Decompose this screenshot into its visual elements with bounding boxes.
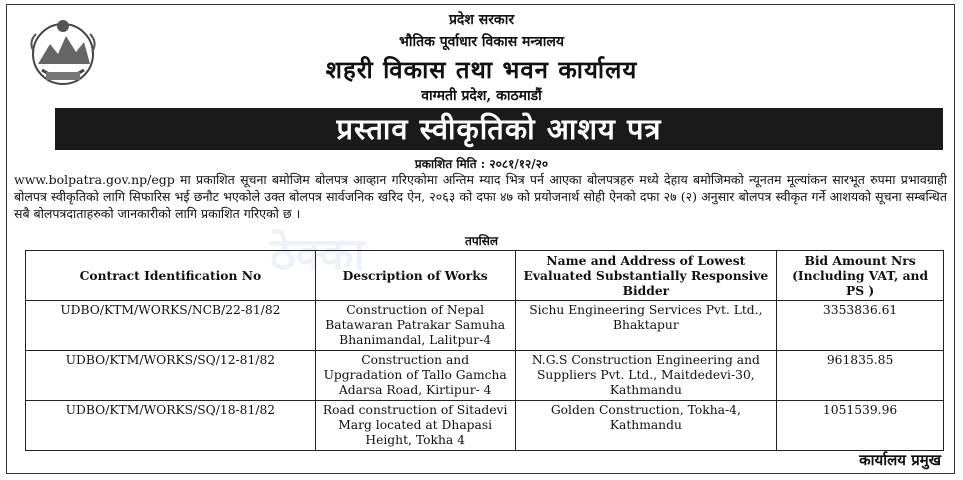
contract-id-cell: UDBO/KTM/WORKS/NCB/22-81/82 — [26, 301, 316, 351]
table-header-row — [26, 251, 944, 301]
table-row — [26, 301, 944, 351]
description-cell: Road construction of Sitadevi Marg located at Dhapasi Height, Tokha 4 — [315, 401, 515, 451]
description-cell: Construction and Upgradation of Tallo Gamcha Adarsa Road, Kirtipur- 4 — [315, 351, 515, 401]
contract-id-cell: UDBO/KTM/WORKS/SQ/12-81/82 — [26, 351, 316, 401]
amount-cell: 3353836.61 — [777, 301, 944, 351]
bidder-cell: N.G.S Construction Engineering and Suppliers Pvt. Ltd., Maitdedevi-30, Kathmandu — [515, 351, 777, 401]
bidder-cell: Sichu Engineering Services Pvt. Ltd., Bhaktapur — [515, 301, 777, 351]
column-header-bid-amount: Bid Amount Nrs (Including VAT, and PS ) — [777, 251, 944, 301]
contracts-table — [25, 250, 944, 451]
contract-id-cell: UDBO/KTM/WORKS/SQ/18-81/82 — [26, 401, 316, 451]
column-header-contract-id: Contract Identification No — [26, 251, 316, 301]
amount-cell: 1051539.96 — [777, 401, 944, 451]
header-location: वाग्मती प्रदेश, काठमाडौं — [421, 88, 542, 104]
bidder-cell: Golden Construction, Tokha-4, Kathmandu — [515, 401, 777, 451]
table-row — [26, 401, 944, 451]
table-title: तपसिल — [464, 234, 498, 248]
watermark: ठेक्का — [270, 229, 365, 280]
notice-title-banner: प्रस्ताव स्वीकृतिको आशय पत्र — [55, 108, 943, 150]
office-chief-signature-label: कार्यालय प्रमुख — [859, 451, 941, 469]
description-cell: Construction of Nepal Batawaran Patrakar Samuha Bhanimandal, Lalitpur-4 — [315, 301, 515, 351]
notice-paragraph: www.bolpatra.gov.np/egp मा प्रकाशित सूचना बमोजिम बोलपत्र आव्हान गरिएकोमा अन्तिम म्याद भित्र पर्न आएका बोलपत्रहरु मध्ये देहाय बमोजिमको न्यूनतम मूल्यांकन सारभूत रुपमा प्रभावग्राही बोलपत्र स्वीकृतिको लागि सिफारिस भई छनौट भएकोले उक्त बोलपत्र सार्वजनिक खरिद ऐन, २०६३ को दफा ४७ को प्रयोजनार्थ सोही ऐनको दफा २७ (२) अनुसार बोलपत्र स्वीकृत गर्ने आशयको सूचना सम्बन्धित सबै बोलपत्रदाताहरुको जानकारीको लागि प्रकाशित गरिएको छ । — [14, 172, 947, 221]
column-header-description: Description of Works — [315, 251, 515, 301]
table-row — [26, 351, 944, 401]
header-office: शहरी विकास तथा भवन कार्यालय — [325, 55, 638, 84]
header-province-government: प्रदेश सरकार — [448, 12, 515, 28]
amount-cell: 961835.85 — [777, 351, 944, 401]
column-header-bidder: Name and Address of Lowest Evaluated Substantially Responsive Bidder — [515, 251, 777, 301]
header-ministry: भौतिक पूर्वाधार विकास मन्त्रालय — [399, 34, 564, 50]
published-date: प्रकाशित मिति : २०८१/१२/२० — [414, 157, 549, 171]
